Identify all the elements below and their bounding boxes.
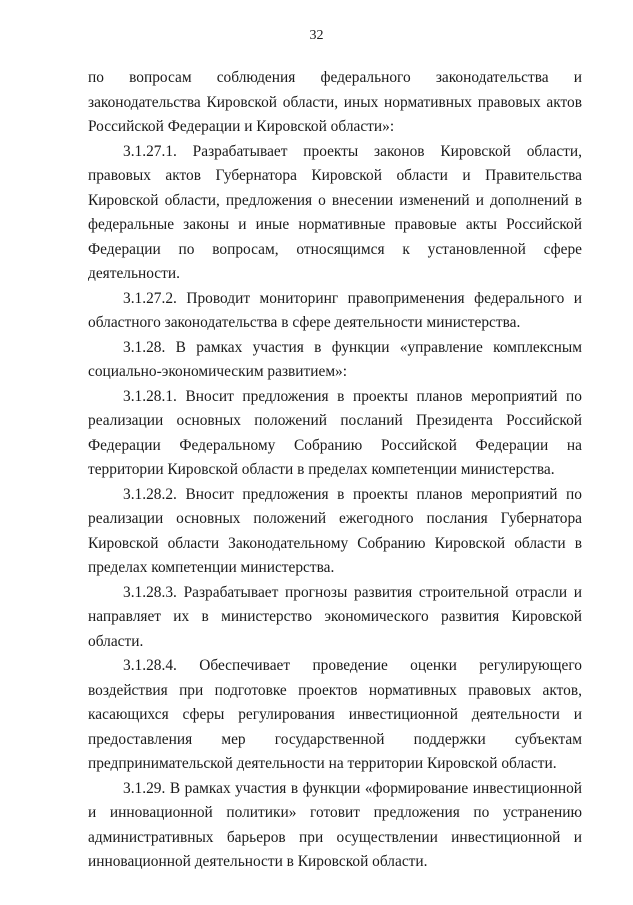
paragraph-3-1-27-2: 3.1.27.2. Проводит мониторинг правоприменения федерального и областного законодательства в сфере деятельности министерства. bbox=[88, 289, 582, 331]
paragraph-continuation: по вопросам соблюдения федерального законодательства и законодательства Кировской области, иных нормативных правовых актов Российской Федерации и Кировской области»: bbox=[88, 69, 582, 135]
paragraph-3-1-28-2: 3.1.28.2. Вносит предложения в проекты планов мероприятий по реализации основных положений ежегодного послания Губернатора Кировской области Законодательному Собранию Кировской области в пределах компетенции министерства. bbox=[88, 485, 582, 576]
paragraph-3-1-28-1: 3.1.28.1. Вносит предложения в проекты планов мероприятий по реализации основных положений посланий Президента Российской Федерации Федеральному Собранию Российской Федерации на территории Кировской области в пределах компетенции министерства. bbox=[88, 387, 582, 478]
paragraph-3-1-28: 3.1.28. В рамках участия в функции «управление комплексным социально-экономическим развитием»: bbox=[88, 338, 582, 380]
paragraph-3-1-28-3: 3.1.28.3. Разрабатывает прогнозы развития строительной отрасли и направляет их в министерство экономического развития Кировской области. bbox=[88, 583, 582, 650]
document-body bbox=[88, 66, 582, 875]
page-number: 32 bbox=[309, 28, 324, 43]
paragraph-3-1-27-1: 3.1.27.1. Разрабатывает проекты законов Кировской области, правовых актов Губернатора Кировской области и Правительства Кировской области, предложения о внесении изменений и дополнений в федеральные законы и иные нормативные правовые акты Российской Федерации по вопросам, относящимся к установленной сфере деятельности. bbox=[88, 142, 582, 282]
paragraph-3-1-28-4: 3.1.28.4. Обеспечивает проведение оценки регулирующего воздействия при подготовке проектов нормативных правовых актов, касающихся сферы регулирования инвестиционной деятельности и предоставления мер государственной поддержки субъектам предпринимательской деятельности на территории Кировской области. bbox=[88, 657, 582, 772]
paragraph-3-1-29: 3.1.29. В рамках участия в функции «формирование инвестиционной и инновационной политики» готовит предложения по устранению административных барьеров при осуществлении инвестиционной и инновационной деятельности в Кировской области. bbox=[88, 779, 582, 870]
